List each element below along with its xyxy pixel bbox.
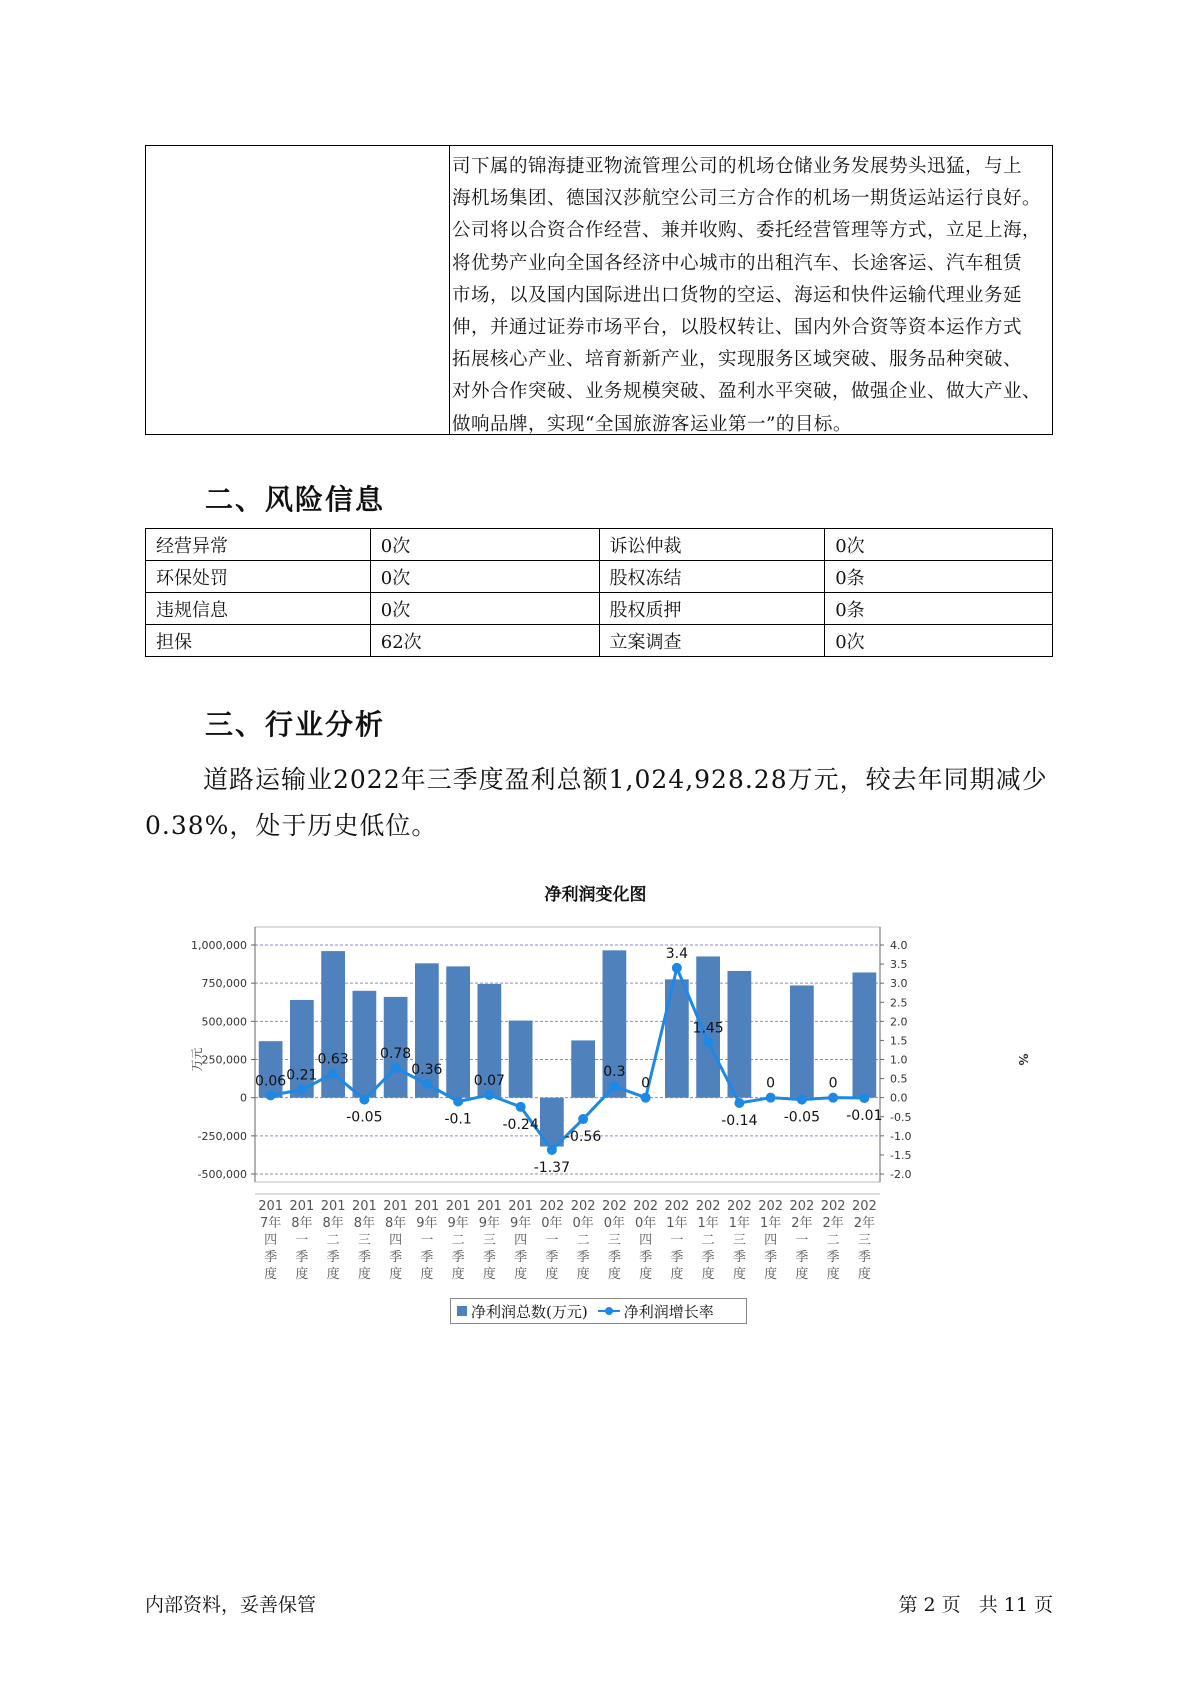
risk-value-cell: 0条 (825, 561, 1053, 593)
left-axis-tick-label: 250,000 (201, 1053, 247, 1067)
x-tick-label: 三 (857, 1233, 871, 1248)
chart-title: 净利润变化图 (544, 885, 647, 905)
x-tick-label: 季 (357, 1250, 371, 1265)
x-tick-label: 202 (695, 1199, 721, 1214)
x-tick-label: 季 (451, 1250, 465, 1265)
x-tick-label: 季 (826, 1250, 840, 1265)
growth-rate-data-label: 0.78 (380, 1045, 412, 1062)
right-axis-tick-label: -1.5 (890, 1148, 912, 1162)
right-axis-tick-label: -1.0 (890, 1129, 912, 1143)
x-tick-label: 0年 (572, 1216, 594, 1231)
table-row (146, 593, 1053, 625)
left-axis-tick-label: 1,000,000 (191, 939, 247, 952)
risk-value-cell: 0次 (370, 561, 599, 593)
x-tick-label: 度 (482, 1267, 496, 1282)
growth-rate-point (672, 963, 682, 973)
x-tick-label: 度 (795, 1267, 809, 1282)
intro-line: 做响品牌，实现“全国旅游客运业第一”的目标。 (452, 413, 852, 435)
intro-line: 对外合作突破、业务规模突破、盈利水平突破，做强企业、做大产业、 (452, 381, 1042, 403)
risk-heading: 二、风险信息 (205, 483, 386, 516)
growth-rate-point (266, 1090, 276, 1100)
x-tick-label: 二 (326, 1233, 340, 1248)
x-tick-label: 202 (601, 1199, 627, 1214)
x-tick-label: 度 (264, 1267, 278, 1282)
growth-rate-point (766, 1093, 776, 1103)
x-tick-label: 度 (639, 1267, 653, 1282)
x-tick-label: 一 (420, 1233, 434, 1248)
intro-line: 将优势产业向全国各经济中心城市的出租汽车、长途客运、汽车租赁 (452, 252, 1023, 274)
x-tick-label: 度 (389, 1267, 403, 1282)
intro-line: 拓展核心产业、培育新新产业，实现服务区域突破、服务品种突破、 (452, 349, 1023, 371)
x-tick-label: 2年 (791, 1216, 813, 1231)
table-divider (449, 146, 450, 434)
growth-rate-point (797, 1095, 807, 1105)
x-tick-label: 一 (295, 1233, 309, 1248)
x-tick-label: 季 (482, 1250, 496, 1265)
x-tick-label: 一 (795, 1233, 809, 1248)
growth-rate-data-label: 0 (641, 1075, 651, 1092)
x-tick-label: 201 (445, 1199, 471, 1214)
x-tick-label: 季 (670, 1250, 684, 1265)
x-tick-label: 季 (514, 1250, 528, 1265)
legend-line-swatch (598, 1306, 620, 1316)
risk-table (145, 528, 1053, 657)
right-axis-tick-label: 2.5 (890, 996, 908, 1010)
risk-label-cell: 环保处罚 (146, 561, 371, 593)
x-tick-label: 202 (539, 1199, 565, 1214)
legend-bar-label: 净利润总数(万元) (471, 1302, 588, 1321)
left-axis-tick-label: 500,000 (201, 1015, 247, 1029)
x-tick-label: 2年 (822, 1216, 844, 1231)
chart-bar (790, 985, 814, 1097)
x-tick-label: 0年 (634, 1216, 657, 1231)
x-tick-label: 度 (607, 1267, 621, 1282)
x-tick-label: 202 (633, 1199, 659, 1214)
x-tick-label: 1年 (697, 1216, 719, 1231)
x-tick-label: 202 (820, 1199, 846, 1214)
x-tick-label: 0年 (541, 1216, 563, 1231)
left-axis-tick-label: 750,000 (201, 977, 247, 991)
growth-rate-point (547, 1145, 557, 1155)
legend-bar-swatch (457, 1306, 467, 1316)
x-tick-label: 202 (851, 1199, 877, 1214)
right-axis-title: % (1016, 1053, 1030, 1066)
growth-rate-data-label: -0.24 (502, 1116, 539, 1133)
x-tick-label: 季 (389, 1250, 403, 1265)
x-tick-label: 201 (258, 1199, 284, 1214)
x-tick-label: 季 (420, 1250, 434, 1265)
growth-rate-point (297, 1085, 307, 1095)
right-axis-tick-label: 1.0 (890, 1053, 908, 1067)
risk-value-cell: 0条 (825, 593, 1053, 625)
x-tick-label: 201 (414, 1199, 440, 1214)
x-tick-label: 度 (732, 1267, 746, 1282)
x-tick-label: 季 (545, 1250, 559, 1265)
growth-rate-point (641, 1093, 651, 1103)
right-axis-tick-label: -0.5 (890, 1110, 912, 1124)
x-tick-label: 202 (789, 1199, 815, 1214)
x-tick-label: 8年 (291, 1216, 313, 1231)
growth-rate-data-label: 0.06 (255, 1073, 287, 1090)
x-tick-label: 度 (670, 1267, 684, 1282)
growth-rate-data-label: 0 (828, 1075, 838, 1092)
industry-heading: 三、行业分析 (205, 708, 386, 741)
left-axis-tick-label: -500,000 (197, 1168, 247, 1181)
x-tick-label: 度 (857, 1267, 871, 1282)
table-row (146, 529, 1053, 561)
x-tick-label: 2年 (853, 1216, 876, 1231)
growth-rate-data-label: -0.14 (721, 1113, 758, 1130)
x-tick-label: 二 (451, 1233, 465, 1248)
growth-rate-data-label: 1.45 (692, 1020, 724, 1037)
legend-bar-entry (457, 1301, 588, 1322)
x-tick-label: 1年 (728, 1216, 751, 1231)
x-tick-label: 度 (420, 1267, 434, 1282)
growth-rate-data-label: -0.1 (444, 1111, 472, 1128)
x-tick-label: 201 (351, 1199, 377, 1214)
x-tick-label: 季 (732, 1250, 746, 1265)
x-tick-label: 二 (576, 1233, 590, 1248)
right-axis-tick-label: 3.0 (890, 977, 908, 991)
x-tick-label: 度 (451, 1267, 465, 1282)
x-tick-label: 201 (508, 1199, 534, 1214)
chart-bar (571, 1040, 595, 1097)
right-axis-tick-label: 2.0 (890, 1015, 908, 1029)
x-tick-label: 8年 (353, 1216, 376, 1231)
growth-rate-point (859, 1093, 869, 1103)
x-tick-label: 201 (289, 1199, 315, 1214)
x-tick-label: 9年 (447, 1216, 469, 1231)
x-tick-label: 度 (764, 1267, 778, 1282)
x-tick-label: 202 (758, 1199, 784, 1214)
table-row (146, 561, 1053, 593)
intro-line: 海机场集团、德国汉莎航空公司三方合作的机场一期货运站运行良好。 (452, 188, 1042, 210)
growth-rate-data-label: 0.3 (603, 1064, 626, 1081)
risk-value-cell: 0次 (370, 593, 599, 625)
right-axis-tick-label: 4.0 (890, 939, 908, 952)
x-tick-label: 度 (545, 1267, 559, 1282)
x-tick-label: 度 (326, 1267, 340, 1282)
intro-line: 市场，以及国内国际进出口货物的空运、海运和快件运输代理业务延 (452, 284, 1023, 306)
risk-value-cell: 0次 (825, 625, 1053, 657)
x-tick-label: 三 (607, 1233, 621, 1248)
x-tick-label: 7年 (259, 1216, 282, 1231)
risk-label-cell: 股权质押 (599, 593, 825, 625)
x-tick-label: 季 (326, 1250, 340, 1265)
growth-rate-point (328, 1069, 338, 1079)
x-tick-label: 三 (482, 1233, 496, 1248)
chart-bar (728, 971, 752, 1098)
chart-bar (509, 1021, 533, 1098)
x-tick-label: 202 (664, 1199, 690, 1214)
x-tick-label: 201 (383, 1199, 409, 1214)
growth-rate-data-label: 0.07 (473, 1072, 505, 1089)
growth-rate-point (578, 1114, 588, 1124)
right-axis-tick-label: 0.5 (890, 1072, 908, 1086)
x-tick-label: 度 (295, 1267, 309, 1282)
growth-rate-point (828, 1093, 838, 1103)
growth-rate-point (453, 1096, 463, 1106)
intro-table (145, 145, 1053, 435)
x-tick-label: 四 (389, 1233, 403, 1248)
x-tick-label: 季 (295, 1250, 309, 1265)
risk-value-cell: 62次 (370, 625, 599, 657)
growth-rate-data-label: -0.56 (565, 1129, 602, 1146)
x-tick-label: 1年 (666, 1216, 688, 1231)
x-tick-label: 度 (514, 1267, 528, 1282)
x-tick-label: 201 (476, 1199, 502, 1214)
legend-line-entry (598, 1301, 714, 1322)
intro-text (452, 151, 1052, 441)
x-tick-label: 度 (701, 1267, 715, 1282)
x-tick-label: 二 (701, 1233, 715, 1248)
x-tick-label: 季 (701, 1250, 715, 1265)
growth-rate-data-label: 0 (766, 1075, 776, 1092)
x-tick-label: 201 (320, 1199, 346, 1214)
left-axis-title: 万元 (190, 1047, 204, 1072)
x-tick-label: 季 (576, 1250, 590, 1265)
left-axis-tick-label: 0 (240, 1091, 247, 1105)
risk-label-cell: 经营异常 (146, 529, 371, 561)
x-tick-label: 8年 (384, 1216, 407, 1231)
x-tick-label: 度 (576, 1267, 590, 1282)
x-tick-label: 季 (857, 1250, 871, 1265)
x-tick-label: 四 (639, 1233, 653, 1248)
x-tick-label: 一 (670, 1233, 684, 1248)
growth-rate-data-label: 0.21 (286, 1067, 318, 1084)
intro-line: 司下属的锦海捷亚物流管理公司的机场仓储业务发展势头迅猛，与上 (452, 156, 1023, 177)
x-tick-label: 季 (607, 1250, 621, 1265)
x-tick-label: 度 (826, 1267, 840, 1282)
risk-label-cell: 立案调查 (599, 625, 825, 657)
legend-line-label: 净利润增长率 (623, 1302, 714, 1321)
right-axis-tick-label: 1.5 (890, 1034, 908, 1048)
right-axis-tick-label: 3.5 (890, 958, 908, 972)
growth-rate-data-label: -0.05 (346, 1109, 383, 1126)
x-tick-label: 三 (357, 1233, 371, 1248)
risk-value-cell: 0次 (825, 529, 1053, 561)
right-axis-tick-label: -2.0 (890, 1168, 912, 1181)
intro-line: 公司将以合资合作经营、兼并收购、委托经营管理等方式，立足上海， (452, 220, 1042, 242)
growth-rate-point (422, 1079, 432, 1089)
x-tick-label: 季 (764, 1250, 778, 1265)
x-tick-label: 四 (514, 1233, 528, 1248)
footer-note: 内部资料，妥善保管 (145, 1594, 317, 1616)
growth-rate-point (359, 1095, 369, 1105)
x-tick-label: 三 (732, 1233, 746, 1248)
x-tick-label: 季 (795, 1250, 809, 1265)
risk-label-cell: 违规信息 (146, 593, 371, 625)
x-tick-label: 202 (570, 1199, 596, 1214)
growth-rate-point (484, 1090, 494, 1100)
x-tick-label: 202 (726, 1199, 752, 1214)
growth-rate-data-label: -0.05 (783, 1109, 820, 1126)
growth-rate-point (516, 1102, 526, 1112)
x-tick-label: 度 (357, 1267, 371, 1282)
growth-rate-data-label: 0.63 (317, 1051, 349, 1068)
x-tick-label: 四 (264, 1233, 278, 1248)
x-tick-label: 四 (764, 1233, 778, 1248)
growth-rate-data-label: -0.01 (846, 1108, 883, 1125)
x-tick-label: 一 (545, 1233, 559, 1248)
growth-rate-point (391, 1063, 401, 1073)
x-tick-label: 8年 (322, 1216, 344, 1231)
growth-rate-data-label: 0.36 (411, 1061, 443, 1078)
chart-bar (353, 991, 377, 1098)
x-tick-label: 1年 (759, 1216, 782, 1231)
growth-rate-data-label: 3.4 (665, 945, 689, 962)
industry-paragraph: 道路运输业2022年三季度盈利总额1,024,928.28万元，较去年同期减少0.38%，处于历史低位。 (145, 765, 1048, 840)
table-row (146, 625, 1053, 657)
chart-legend (450, 1298, 747, 1324)
risk-label-cell: 诉讼仲裁 (599, 529, 825, 561)
x-tick-label: 9年 (416, 1216, 438, 1231)
x-tick-label: 9年 (509, 1216, 532, 1231)
left-axis-tick-label: -250,000 (197, 1129, 247, 1143)
growth-rate-point (609, 1081, 619, 1091)
x-tick-label: 0年 (603, 1216, 626, 1231)
intro-line: 伸，并通过证券市场平台，以股权转让、国内外合资等资本运作方式 (452, 317, 1023, 339)
risk-label-cell: 股权冻结 (599, 561, 825, 593)
growth-rate-point (734, 1098, 744, 1108)
risk-label-cell: 担保 (146, 625, 371, 657)
net-profit-chart (175, 910, 1035, 1300)
x-tick-label: 9年 (478, 1216, 501, 1231)
x-tick-label: 季 (639, 1250, 653, 1265)
right-axis-tick-label: 0.0 (890, 1091, 908, 1105)
growth-rate-point (703, 1037, 713, 1047)
x-tick-label: 季 (264, 1250, 278, 1265)
chart-bar (853, 972, 877, 1097)
chart-bar (446, 966, 470, 1097)
risk-value-cell: 0次 (370, 529, 599, 561)
growth-rate-data-label: -1.37 (533, 1159, 570, 1176)
page-number: 第 2 页 共 11 页 (898, 1594, 1053, 1616)
x-tick-label: 二 (826, 1233, 840, 1248)
